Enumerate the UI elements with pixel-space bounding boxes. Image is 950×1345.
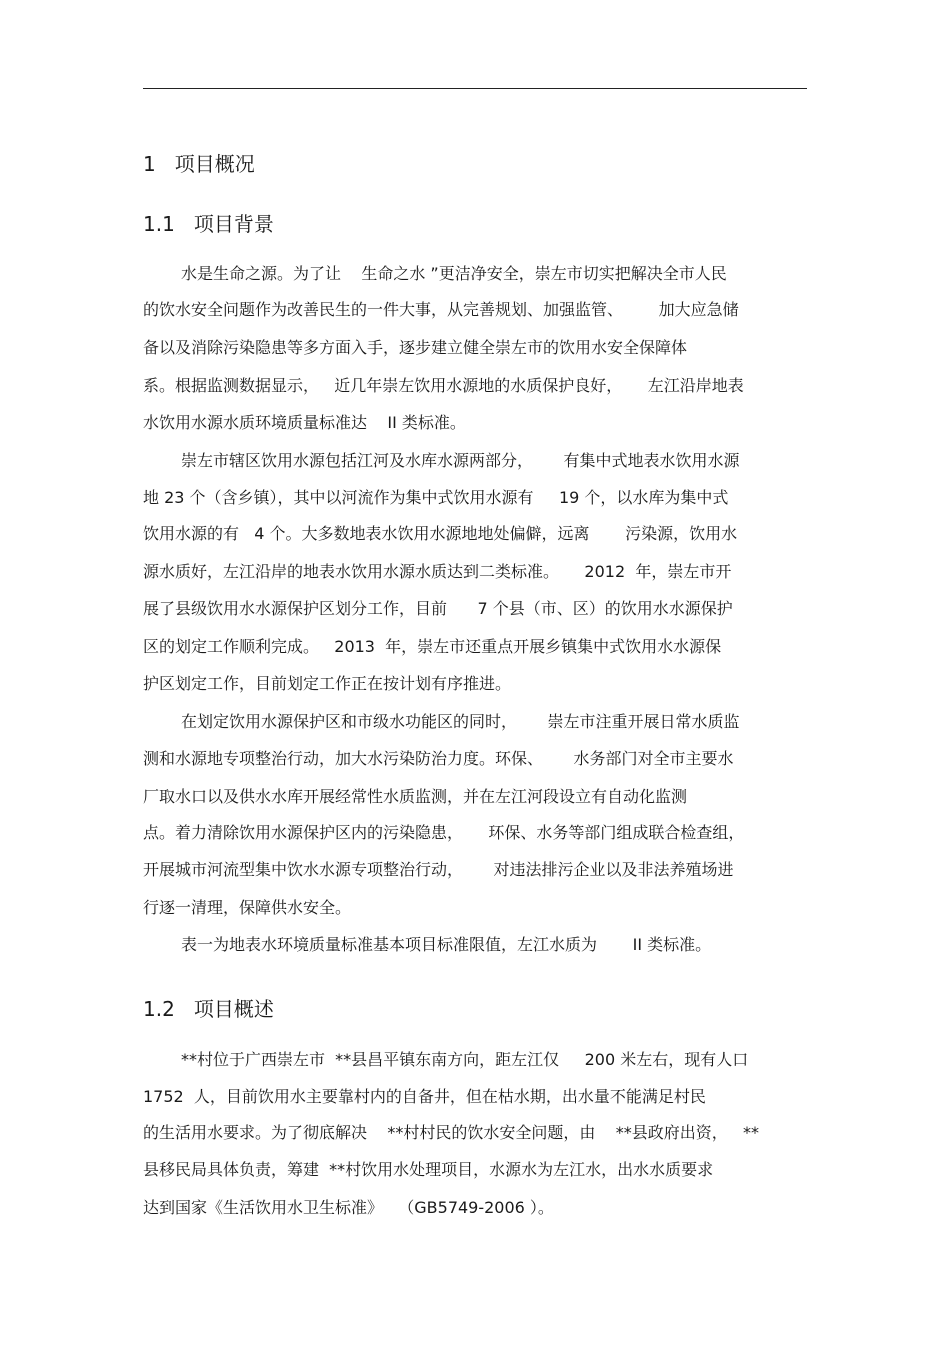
paragraph-line: 表一为地表水环境质量标准基本项目标准限值，左江水质为 II 类标准。 bbox=[181, 935, 712, 954]
paragraph-line: **村位于广西崇左市 **县昌平镇东南方向，距左江仅 200 米左右，现有人口 bbox=[181, 1050, 749, 1069]
paragraph-line: 厂取水口以及供水水库开展经常性水质监测，并在左江河段设立有自动化监测 bbox=[143, 787, 688, 806]
section-heading-1: 1 项目概况 bbox=[143, 152, 255, 176]
paragraph-line: 展了县级饮用水水源保护区划分工作，目前 7 个县（市、区）的饮用水水源保护 bbox=[143, 599, 733, 618]
paragraph-line: 开展城市河流型集中饮水水源专项整治行动， 对违法排污企业以及非法养殖场进 bbox=[143, 860, 734, 879]
section-heading-1-2: 1.2 项目概述 bbox=[143, 997, 274, 1021]
section-heading-1-1: 1.1 项目背景 bbox=[143, 212, 274, 236]
paragraph-line: 护区划定工作，目前划定工作正在按计划有序推进。 bbox=[143, 674, 512, 693]
paragraph-line: 源水质好，左江沿岸的地表水饮用水源水质达到二类标准。 2012 年，崇左市开 bbox=[143, 562, 732, 581]
paragraph-line: 达到国家《生活饮用水卫生标准》 （GB5749-2006 ）。 bbox=[143, 1198, 554, 1217]
header-rule bbox=[143, 88, 807, 89]
paragraph-line: 地 23 个（含乡镇），其中以河流作为集中式饮用水源有 19 个，以水库为集中式 bbox=[143, 488, 729, 507]
paragraph-line: 水是生命之源。为了让 生命之水 ”更洁净安全，崇左市切实把解决全市人民 bbox=[181, 264, 727, 283]
paragraph-line: 的生活用水要求。为了彻底解决 **村村民的饮水安全问题，由 **县政府出资， ** bbox=[143, 1123, 759, 1142]
paragraph-line: 区的划定工作顺利完成。 2013 年，崇左市还重点开展乡镇集中式饮用水水源保 bbox=[143, 637, 722, 656]
paragraph-line: 崇左市辖区饮用水源包括江河及水库水源两部分， 有集中式地表水饮用水源 bbox=[181, 451, 740, 470]
paragraph-line: 测和水源地专项整治行动，加大水污染防治力度。环保、 水务部门对全市主要水 bbox=[143, 749, 734, 768]
paragraph-line: 行逐一清理，保障供水安全。 bbox=[143, 898, 352, 917]
paragraph-line: 点。着力清除饮用水源保护区内的污染隐患， 环保、水务等部门组成联合检查组， bbox=[143, 823, 745, 842]
paragraph-line: 县移民局具体负责，筹建 **村饮用水处理项目，水源水为左江水，出水水质要求 bbox=[143, 1160, 714, 1179]
paragraph-line: 系。根据监测数据显示， 近几年崇左饮用水源地的水质保护良好， 左江沿岸地表 bbox=[143, 376, 744, 395]
paragraph-line: 在划定饮用水源保护区和市级水功能区的同时， 崇左市注重开展日常水质监 bbox=[181, 712, 740, 731]
paragraph-line: 1752 人，目前饮用水主要靠村内的自备井，但在枯水期，出水量不能满足村民 bbox=[143, 1087, 706, 1106]
paragraph-line: 备以及消除污染隐患等多方面入手，逐步建立健全崇左市的饮用水安全保障体 bbox=[143, 338, 688, 357]
paragraph-line: 的饮水安全问题作为改善民生的一件大事，从完善规划、加强监管、 加大应急储 bbox=[143, 300, 739, 319]
paragraph-line: 水饮用水源水质环境质量标准达 II 类标准。 bbox=[143, 413, 466, 432]
paragraph-line: 饮用水源的有 4 个。大多数地表水饮用水源地地处偏僻，远离 污染源，饮用水 bbox=[143, 524, 738, 543]
